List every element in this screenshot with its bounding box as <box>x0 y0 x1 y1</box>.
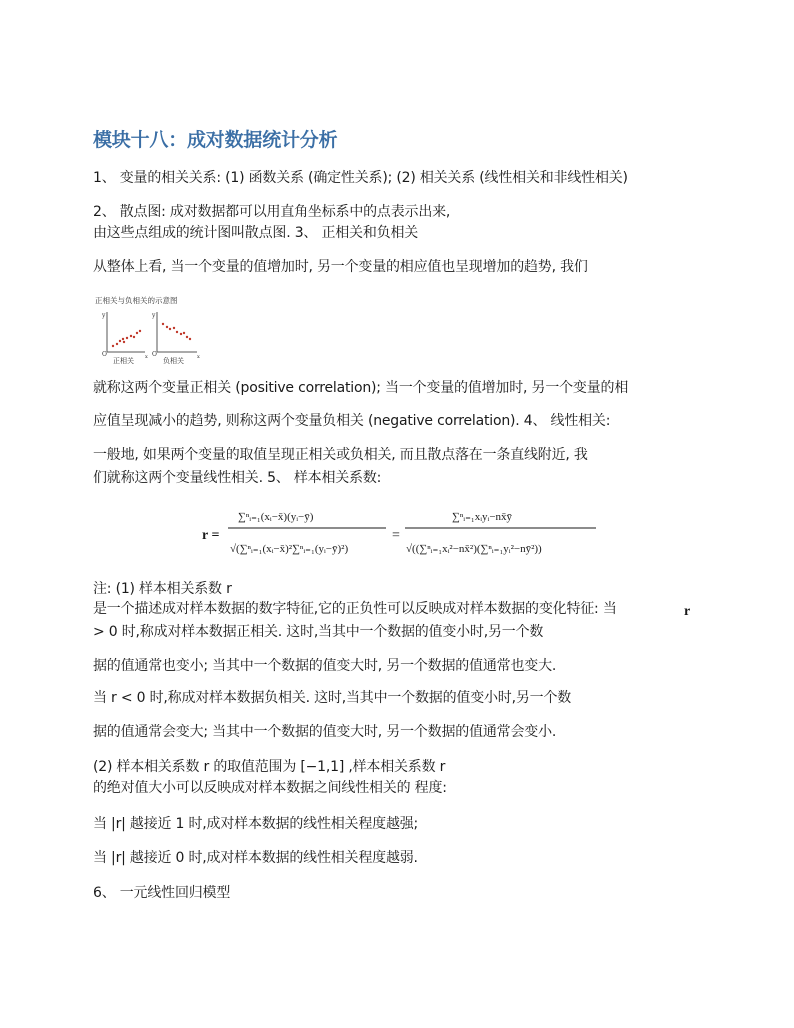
para-scatter-2: 由这些点组成的统计图叫散点图. 3、 正相关和负相关 <box>93 225 419 241</box>
para-correlation-types: 1、 变量的相关关系: (1) 函数关系 (确定性关系); (2) 相关关系 (线性相关和非线性相关) <box>93 170 628 186</box>
scatter-figure <box>93 294 205 366</box>
page-title: 模块十八：成对数据统计分析 <box>93 129 338 151</box>
note-5: 当 r < 0 时,称成对样本数据负相关. 这时,当其中一个数据的值变小时,另一个数 <box>93 690 572 706</box>
negative-dots <box>162 323 191 340</box>
note-3: > 0 时,称成对样本数据正相关. 这时,当其中一个数据的值变小时,另一个数 <box>93 624 544 640</box>
para-linear-2: 们就称这两个变量线性相关. 5、 样本相关系数: <box>93 470 382 486</box>
formula-denominator-2: √((∑ⁿᵢ₌₁xᵢ²−nx̄²)(∑ⁿᵢ₌₁yᵢ²−nȳ²)) <box>406 543 542 555</box>
right-axis-y: y <box>152 312 156 319</box>
para-linear-1: 一般地, 如果两个变量的取值呈现正相关或负相关, 而且散点落在一条直线附近, 我 <box>93 447 588 463</box>
formula-numerator-2: ∑ⁿᵢ₌₁xᵢyᵢ−nx̄ȳ <box>452 511 513 523</box>
section-6-heading: 6、 一元线性回归模型 <box>93 885 231 901</box>
note-2: 是一个描述成对样本数据的数字特征,它的正负性可以反映成对样本数据的变化特征: 当 <box>93 601 617 617</box>
para-positive-2: 就称这两个变量正相关 (positive correlation); 当一个变量的值增加时, 另一个变量的相 <box>93 380 629 396</box>
note-4: 据的值通常也变小; 当其中一个数据的值变大时, 另一个数据的值通常也变大. <box>93 658 557 674</box>
para-positive-1: 从整体上看, 当一个变量的值增加时, 另一个变量的相应值也呈现增加的趋势, 我们 <box>93 259 588 275</box>
correlation-formula <box>200 500 600 570</box>
positive-dots <box>112 330 141 347</box>
note-6: 据的值通常会变大; 当其中一个数据的值变大时, 另一个数据的值通常会变小. <box>93 724 557 740</box>
left-label: 正相关 <box>113 357 134 365</box>
figure-caption: 正相关与负相关的示意图 <box>95 296 178 305</box>
formula-numerator-1: ∑ⁿᵢ₌₁(xᵢ−x̄)(yᵢ−ȳ) <box>238 511 314 523</box>
formula-lhs: r = <box>202 528 220 543</box>
right-axis-x: x <box>197 354 200 360</box>
formula-denominator-1: √(∑ⁿᵢ₌₁(xᵢ−x̄)²∑ⁿᵢ₌₁(yᵢ−ȳ)²) <box>230 543 349 555</box>
formula-equals: = <box>392 528 400 543</box>
note-1: 注: (1) 样本相关系数 r <box>93 581 232 597</box>
left-axis-x: x <box>145 354 148 360</box>
left-axis-y: y <box>102 312 106 319</box>
right-origin: O <box>152 351 157 358</box>
note-7: (2) 样本相关系数 r 的取值范围为 [−1,1] ,样本相关系数 r <box>93 759 446 775</box>
para-scatter-1: 2、 散点图: 成对数据都可以用直角坐标系中的点表示出来, <box>93 204 451 220</box>
note-9: 当 |r| 越接近 1 时,成对样本数据的线性相关程度越强; <box>93 816 419 832</box>
right-label: 负相关 <box>163 357 184 365</box>
left-origin: O <box>102 351 107 358</box>
note-2-r: r <box>684 604 691 619</box>
note-8: 的绝对值大小可以反映成对样本数据之间线性相关的 程度: <box>93 780 447 796</box>
note-10: 当 |r| 越接近 0 时,成对样本数据的线性相关程度越弱. <box>93 850 418 866</box>
para-negative: 应值呈现减小的趋势, 则称这两个变量负相关 (negative correlation). 4、 线性相关: <box>93 413 611 429</box>
